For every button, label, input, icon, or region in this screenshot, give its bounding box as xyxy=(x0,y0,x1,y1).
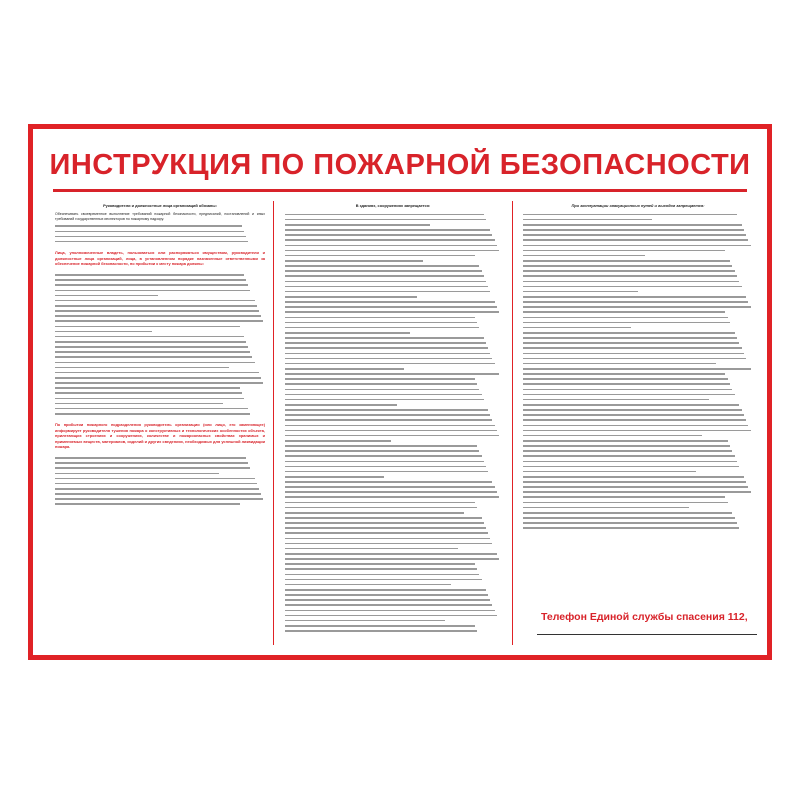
left-column-text-block-1 xyxy=(55,224,265,245)
emergency-phone-label: Телефон Единой службы спасения 112, xyxy=(541,611,748,623)
illegible-text-line xyxy=(55,411,250,416)
left-column-intro: Обеспечивать своевременное выполнение требований пожарной безопасности, предписаний, постановлений и иных требований государственных инспекторов по пожарному надзору. xyxy=(55,212,265,222)
illegible-text-line xyxy=(55,502,240,507)
right-column xyxy=(523,203,753,641)
illegible-text-line xyxy=(523,526,739,531)
illegible-text-line xyxy=(55,239,248,244)
left-column xyxy=(55,203,265,641)
left-column-text-block-2 xyxy=(55,273,265,417)
middle-column-heading: В зданиях, сооружениях запрещается: xyxy=(355,203,431,208)
column-divider-2 xyxy=(512,201,513,645)
left-column-red-block-1: Лица, уполномоченные владеть, пользоваться или распоряжаться имуществом, руководители и должностные лица организаций, лица, в установленном порядке назначенные ответственными за обеспечение пожарной безопасности, по прибытии к месту пожара должны: xyxy=(55,250,265,267)
left-column-heading: Руководители и должностные лица организаций обязаны: xyxy=(103,203,217,208)
title-divider xyxy=(53,189,747,192)
column-divider-1 xyxy=(273,201,274,645)
left-column-text-block-3 xyxy=(55,456,265,507)
illegible-text-line xyxy=(285,629,477,634)
left-column-red-block-2: По прибытии пожарного подразделения руководитель организации (или лицо, его заменяющее) информирует руководителя тушения пожара о конструктивных и технологических особенностях объекта, прилегающих строениях и сооружениях, количестве и пожароопасных свойствах хранимых и применяемых веществ, материалов, изделий и других сведениях, необходимых для успешной ликвидации пожара. xyxy=(55,422,265,450)
middle-column-text xyxy=(285,212,501,634)
poster-title: ИНСТРУКЦИЯ ПО ПОЖАРНОЙ БЕЗОПАСНОСТИ xyxy=(49,149,751,181)
right-column-heading: При эксплуатации эвакуационных путей и выходов запрещается: xyxy=(571,203,705,208)
phone-underline xyxy=(537,634,757,635)
fire-safety-poster xyxy=(28,124,772,660)
middle-column xyxy=(285,203,501,641)
right-column-text xyxy=(523,212,753,531)
